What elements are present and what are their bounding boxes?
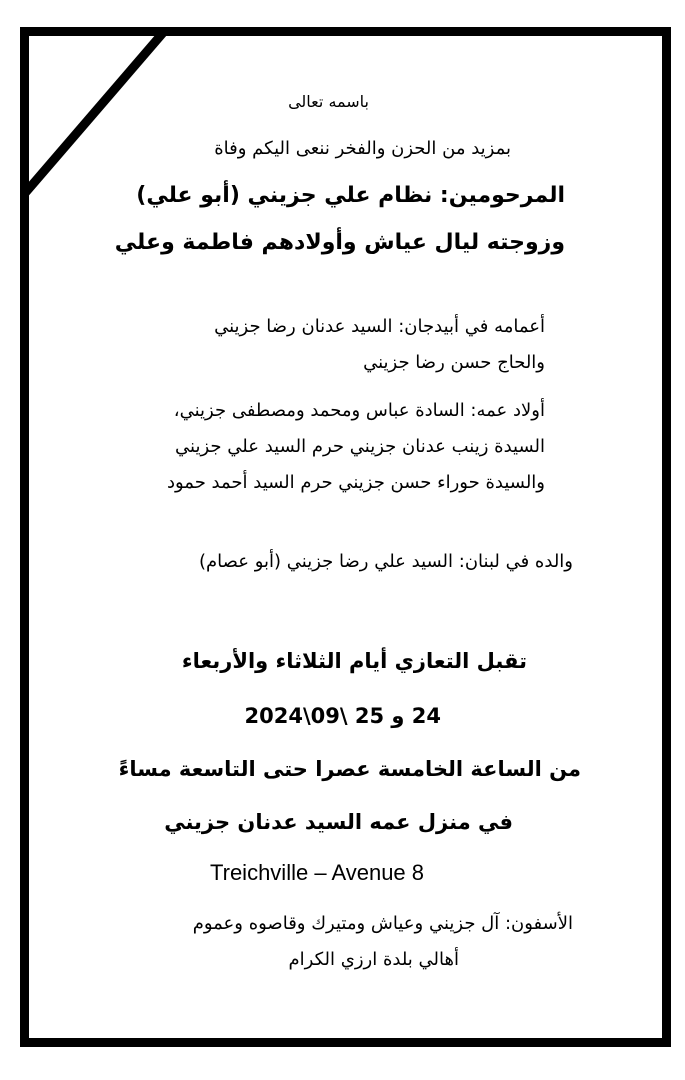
cousins-line3: والسيدة حوراء حسن جزيني حرم السيد أحمد حمود — [166, 472, 545, 493]
deceased-name-line1: المرحومين: نظام علي جزيني (أبو علي) — [136, 183, 565, 208]
father-line: والده في لبنان: السيد علي رضا جزيني (أبو عصام) — [199, 551, 573, 572]
basmala: باسمه تعالى — [288, 92, 369, 111]
condolence-days: تقبل التعازي أيام الثلاثاء والأربعاء — [181, 649, 527, 673]
uncles-line2: والحاج حسن رضا جزيني — [363, 352, 545, 373]
uncles-line1: أعمامه في أبيدجان: السيد عدنان رضا جزيني — [214, 316, 545, 337]
condolence-dates: 24 و 25 \09\2024 — [244, 704, 441, 728]
condolence-time: من الساعة الخامسة عصرا حتى التاسعة مساءً — [118, 757, 581, 781]
cousins-line2: السيدة زينب عدنان جزيني حرم السيد علي جزيني — [175, 436, 545, 457]
mourners-line2: أهالي بلدة ارزي الكرام — [288, 949, 459, 970]
address-line: Treichville – Avenue 8 — [210, 860, 425, 885]
deceased-name-line2: وزوجته ليال عياش وأولادهم فاطمة وعلي — [114, 230, 565, 255]
cousins-line1: أولاد عمه: السادة عباس ومحمد ومصطفى جزيني، — [173, 400, 545, 421]
intro-text: بمزيد من الحزن والفخر ننعى اليكم وفاة — [214, 138, 511, 159]
condolence-place: في منزل عمه السيد عدنان جزيني — [164, 810, 513, 834]
mourners-line1: الأسفون: آل جزيني وعياش ومتيرك وقاصوه وعموم — [192, 913, 573, 934]
mourning-ribbon-icon — [20, 27, 180, 207]
